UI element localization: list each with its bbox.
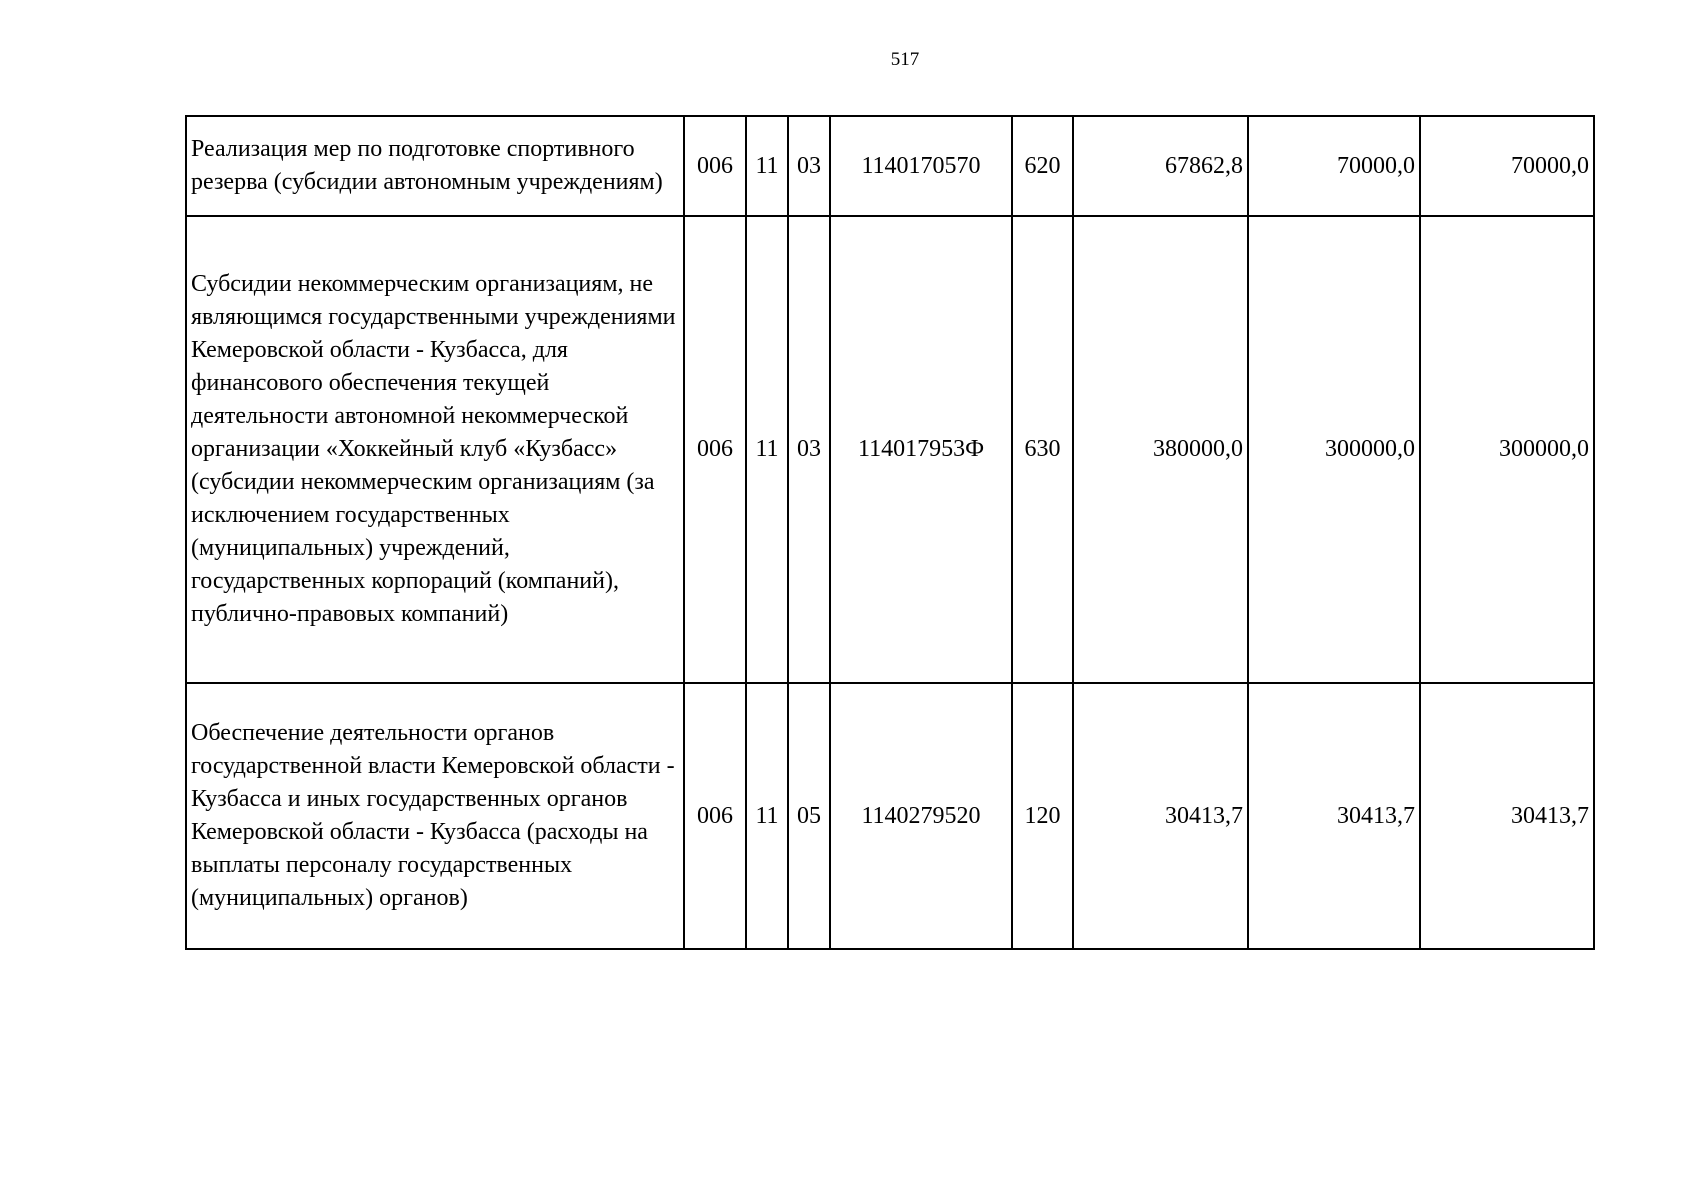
ministry-code: 006 bbox=[684, 683, 746, 949]
page-number: 517 bbox=[890, 49, 920, 70]
table-row bbox=[186, 116, 1594, 216]
expense-type-code: 630 bbox=[1012, 216, 1073, 683]
expense-type-code: 120 bbox=[1012, 683, 1073, 949]
expense-type-code: 620 bbox=[1012, 116, 1073, 216]
section-code: 11 bbox=[746, 216, 788, 683]
table-row bbox=[186, 683, 1594, 949]
amount-2: 30413,7 bbox=[1248, 683, 1420, 949]
row-description: Реализация мер по подготовке спортивного резерва (субсидии автономным учреждениям) bbox=[186, 116, 684, 216]
amount-3: 70000,0 bbox=[1420, 116, 1594, 216]
target-article-code: 1140170570 bbox=[830, 116, 1012, 216]
budget-table bbox=[185, 115, 1595, 950]
subsection-code: 03 bbox=[788, 116, 830, 216]
row-description: Субсидии некоммерческим организациям, не являющимся государственными учреждениями Кемеровской области - Кузбасса, для финансового обеспечения текущей деятельности автономной некоммерческой организации «Хоккейный клуб «Кузбасс» (субсидии некоммерческим организациям (за исключением государственных (муниципальных) учреждений, государственных корпораций (компаний), публично-правовых компаний) bbox=[186, 216, 684, 683]
amount-1: 67862,8 bbox=[1073, 116, 1248, 216]
amount-3: 300000,0 bbox=[1420, 216, 1594, 683]
amount-3: 30413,7 bbox=[1420, 683, 1594, 949]
subsection-code: 03 bbox=[788, 216, 830, 683]
subsection-code: 05 bbox=[788, 683, 830, 949]
amount-1: 30413,7 bbox=[1073, 683, 1248, 949]
target-article-code: 114017953Ф bbox=[830, 216, 1012, 683]
target-article-code: 1140279520 bbox=[830, 683, 1012, 949]
ministry-code: 006 bbox=[684, 216, 746, 683]
section-code: 11 bbox=[746, 683, 788, 949]
amount-2: 70000,0 bbox=[1248, 116, 1420, 216]
table-row bbox=[186, 216, 1594, 683]
row-description: Обеспечение деятельности органов государственной власти Кемеровской области - Кузбасса и иных государственных органов Кемеровской области - Кузбасса (расходы на выплаты персоналу государственных (муниципальных) органов) bbox=[186, 683, 684, 949]
section-code: 11 bbox=[746, 116, 788, 216]
amount-1: 380000,0 bbox=[1073, 216, 1248, 683]
amount-2: 300000,0 bbox=[1248, 216, 1420, 683]
ministry-code: 006 bbox=[684, 116, 746, 216]
